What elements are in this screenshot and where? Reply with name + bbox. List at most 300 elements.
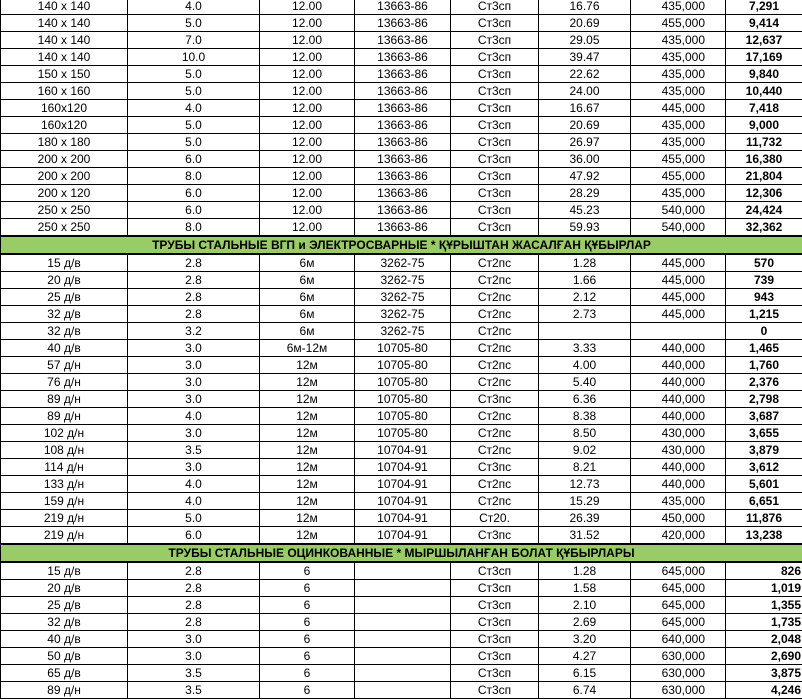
- wall-thickness-cell: 4.0: [128, 476, 260, 493]
- total-cell: 3,612: [726, 459, 802, 476]
- weight-cell: 26.97: [539, 134, 631, 151]
- total-cell: 9,414: [726, 15, 802, 32]
- wall-thickness-cell: 2.8: [128, 272, 260, 289]
- wall-thickness-cell: 3.0: [128, 425, 260, 442]
- total-cell: 21,804: [726, 168, 802, 185]
- weight-cell: 3.33: [539, 340, 631, 357]
- gost-cell: 10704-91: [355, 442, 451, 459]
- weight-cell: 6.36: [539, 391, 631, 408]
- table-row: [1, 306, 802, 323]
- table-row: [1, 340, 802, 357]
- size-cell: 160 x 160: [1, 83, 128, 100]
- size-cell: 40 д/в: [1, 631, 128, 648]
- total-cell: 13,238: [726, 527, 802, 545]
- wall-thickness-cell: 8.0: [128, 168, 260, 185]
- section-galvanized-pipes: [1, 562, 802, 699]
- weight-cell: 2.10: [539, 597, 631, 614]
- gost-cell: 10704-91: [355, 459, 451, 476]
- size-cell: 160x120: [1, 100, 128, 117]
- weight-cell: 8.50: [539, 425, 631, 442]
- price-cell: 630,000: [631, 648, 726, 665]
- price-cell: 440,000: [631, 476, 726, 493]
- weight-cell: 39.47: [539, 49, 631, 66]
- table-row: [1, 15, 802, 32]
- gost-cell: 13663-86: [355, 49, 451, 66]
- size-cell: 20 д/в: [1, 272, 128, 289]
- length-cell: 12.00: [260, 83, 355, 100]
- wall-thickness-cell: 2.8: [128, 289, 260, 306]
- gost-cell: 13663-86: [355, 32, 451, 49]
- total-cell: 2,798: [726, 391, 802, 408]
- length-cell: 12.00: [260, 219, 355, 237]
- gost-cell: 3262-75: [355, 254, 451, 272]
- steel-grade-cell: Ст3сп: [451, 168, 539, 185]
- weight-cell: 2.73: [539, 306, 631, 323]
- table-row: [1, 408, 802, 425]
- length-cell: 12м: [260, 510, 355, 527]
- steel-grade-cell: Ст3сп: [451, 665, 539, 682]
- wall-thickness-cell: 2.8: [128, 254, 260, 272]
- length-cell: 12.00: [260, 185, 355, 202]
- total-cell: 2,690: [726, 648, 802, 665]
- section-header-vgp: [1, 236, 802, 254]
- gost-cell: 10705-80: [355, 408, 451, 425]
- length-cell: 6: [260, 580, 355, 597]
- wall-thickness-cell: 4.0: [128, 100, 260, 117]
- steel-grade-cell: Ст2пс: [451, 340, 539, 357]
- wall-thickness-cell: 5.0: [128, 83, 260, 100]
- length-cell: 6: [260, 614, 355, 631]
- total-cell: 6,651: [726, 493, 802, 510]
- total-cell: 9,840: [726, 66, 802, 83]
- steel-grade-cell: Ст3сп: [451, 614, 539, 631]
- steel-grade-cell: Ст3сп: [451, 100, 539, 117]
- price-cell: 645,000: [631, 580, 726, 597]
- table-row: [1, 682, 802, 699]
- size-cell: 89 д/н: [1, 408, 128, 425]
- length-cell: 12.00: [260, 49, 355, 66]
- size-cell: 159 д/н: [1, 493, 128, 510]
- table-row: [1, 272, 802, 289]
- gost-cell: 13663-86: [355, 15, 451, 32]
- weight-cell: 6.74: [539, 682, 631, 699]
- table-row: [1, 476, 802, 493]
- wall-thickness-cell: 10.0: [128, 49, 260, 66]
- table-row: [1, 117, 802, 134]
- size-cell: 180 x 180: [1, 134, 128, 151]
- wall-thickness-cell: 3.0: [128, 391, 260, 408]
- wall-thickness-cell: 6.0: [128, 185, 260, 202]
- length-cell: 12.00: [260, 66, 355, 83]
- gost-cell: 13663-86: [355, 83, 451, 100]
- steel-grade-cell: Ст3сп: [451, 219, 539, 237]
- price-cell: 540,000: [631, 219, 726, 237]
- table-row: [1, 202, 802, 219]
- price-cell: 450,000: [631, 510, 726, 527]
- table-row: [1, 580, 802, 597]
- steel-grade-cell: Ст2пс: [451, 442, 539, 459]
- wall-thickness-cell: 2.8: [128, 562, 260, 580]
- size-cell: 65 д/в: [1, 665, 128, 682]
- total-cell: 1,735: [726, 614, 802, 631]
- weight-cell: 15.29: [539, 493, 631, 510]
- size-cell: 219 д/н: [1, 510, 128, 527]
- size-cell: 200 x 200: [1, 151, 128, 168]
- table-row: [1, 425, 802, 442]
- price-cell: 445,000: [631, 289, 726, 306]
- table-row: [1, 49, 802, 66]
- size-cell: 89 д/н: [1, 682, 128, 699]
- length-cell: 6м: [260, 254, 355, 272]
- price-cell: 435,000: [631, 32, 726, 49]
- steel-grade-cell: Ст3сп: [451, 66, 539, 83]
- total-cell: 12,306: [726, 185, 802, 202]
- length-cell: 12м: [260, 357, 355, 374]
- gost-cell: 10704-91: [355, 493, 451, 510]
- size-cell: 40 д/в: [1, 340, 128, 357]
- price-cell: 445,000: [631, 306, 726, 323]
- weight-cell: 1.66: [539, 272, 631, 289]
- weight-cell: 22.62: [539, 66, 631, 83]
- table-row: [1, 219, 802, 237]
- length-cell: 12.00: [260, 32, 355, 49]
- size-cell: 57 д/н: [1, 357, 128, 374]
- weight-cell: 31.52: [539, 527, 631, 545]
- price-cell: 435,000: [631, 49, 726, 66]
- weight-cell: 29.05: [539, 32, 631, 49]
- total-cell: 3,879: [726, 442, 802, 459]
- price-cell: 435,000: [631, 83, 726, 100]
- price-cell: 630,000: [631, 682, 726, 699]
- total-cell: 9,000: [726, 117, 802, 134]
- steel-grade-cell: Ст3сп: [451, 202, 539, 219]
- length-cell: 6м: [260, 289, 355, 306]
- price-cell: 440,000: [631, 408, 726, 425]
- size-cell: 140 x 140: [1, 49, 128, 66]
- steel-grade-cell: Ст2пс: [451, 289, 539, 306]
- length-cell: 12м: [260, 527, 355, 545]
- steel-grade-cell: Ст3сп: [451, 49, 539, 66]
- size-cell: 200 x 120: [1, 185, 128, 202]
- total-cell: 0: [726, 323, 802, 340]
- table-row: [1, 527, 802, 545]
- wall-thickness-cell: 2.8: [128, 306, 260, 323]
- table-row: [1, 0, 802, 15]
- weight-cell: 8.21: [539, 459, 631, 476]
- total-cell: 17,169: [726, 49, 802, 66]
- gost-cell: 3262-75: [355, 306, 451, 323]
- weight-cell: 47.92: [539, 168, 631, 185]
- section-title-row: [1, 544, 802, 562]
- weight-cell: 1.58: [539, 580, 631, 597]
- table-row: [1, 289, 802, 306]
- table-row: [1, 254, 802, 272]
- weight-cell: 36.00: [539, 151, 631, 168]
- length-cell: 12м: [260, 476, 355, 493]
- wall-thickness-cell: 3.0: [128, 459, 260, 476]
- wall-thickness-cell: 5.0: [128, 510, 260, 527]
- total-cell: 11,732: [726, 134, 802, 151]
- wall-thickness-cell: 2.8: [128, 597, 260, 614]
- weight-cell: 3.20: [539, 631, 631, 648]
- gost-cell: [355, 562, 451, 580]
- table-row: [1, 374, 802, 391]
- gost-cell: 10704-91: [355, 510, 451, 527]
- weight-cell: 59.93: [539, 219, 631, 237]
- price-cell: 435,000: [631, 134, 726, 151]
- wall-thickness-cell: 3.0: [128, 648, 260, 665]
- total-cell: 10,440: [726, 83, 802, 100]
- size-cell: 150 x 150: [1, 66, 128, 83]
- weight-cell: 20.69: [539, 15, 631, 32]
- section-vgp-pipes: [1, 254, 802, 544]
- total-cell: 1,215: [726, 306, 802, 323]
- wall-thickness-cell: 3.0: [128, 374, 260, 391]
- steel-grade-cell: Ст3пс: [451, 459, 539, 476]
- steel-grade-cell: Ст3сп: [451, 15, 539, 32]
- steel-grade-cell: Ст3сп: [451, 580, 539, 597]
- steel-grade-cell: Ст3сп: [451, 134, 539, 151]
- table-row: [1, 357, 802, 374]
- price-cell: 455,000: [631, 151, 726, 168]
- table-row: [1, 66, 802, 83]
- size-cell: 140 x 140: [1, 0, 128, 15]
- wall-thickness-cell: 3.0: [128, 631, 260, 648]
- length-cell: 12м: [260, 493, 355, 510]
- wall-thickness-cell: 6.0: [128, 202, 260, 219]
- total-cell: 32,362: [726, 219, 802, 237]
- length-cell: 6м: [260, 272, 355, 289]
- wall-thickness-cell: 3.0: [128, 340, 260, 357]
- price-cell: [631, 323, 726, 340]
- price-cell: 455,000: [631, 168, 726, 185]
- wall-thickness-cell: 3.5: [128, 442, 260, 459]
- table-row: [1, 83, 802, 100]
- section-title: ТРУБЫ СТАЛЬНЫЕ ВГП и ЭЛЕКТРОСВАРНЫЕ * ҚҰРЫШТАН ЖАСАЛҒАН ҚҰБЫРЛАР: [1, 236, 802, 254]
- size-cell: 140 x 140: [1, 15, 128, 32]
- total-cell: 7,418: [726, 100, 802, 117]
- steel-grade-cell: Ст3сп: [451, 117, 539, 134]
- gost-cell: 3262-75: [355, 323, 451, 340]
- length-cell: 6: [260, 631, 355, 648]
- length-cell: 6м-12м: [260, 340, 355, 357]
- length-cell: 6: [260, 665, 355, 682]
- weight-cell: 45.23: [539, 202, 631, 219]
- steel-grade-cell: Ст3пс: [451, 527, 539, 545]
- wall-thickness-cell: 7.0: [128, 32, 260, 49]
- total-cell: 5,601: [726, 476, 802, 493]
- price-cell: 645,000: [631, 562, 726, 580]
- table-row: [1, 493, 802, 510]
- section-profile-pipes: [1, 0, 802, 236]
- weight-cell: 4.27: [539, 648, 631, 665]
- price-cell: 630,000: [631, 665, 726, 682]
- size-cell: 250 x 250: [1, 202, 128, 219]
- wall-thickness-cell: 5.0: [128, 66, 260, 83]
- gost-cell: 13663-86: [355, 66, 451, 83]
- steel-grade-cell: Ст3сп: [451, 185, 539, 202]
- weight-cell: 1.28: [539, 562, 631, 580]
- length-cell: 12.00: [260, 202, 355, 219]
- weight-cell: 8.38: [539, 408, 631, 425]
- weight-cell: 16.76: [539, 0, 631, 15]
- price-cell: 445,000: [631, 254, 726, 272]
- size-cell: 20 д/в: [1, 580, 128, 597]
- total-cell: 570: [726, 254, 802, 272]
- gost-cell: [355, 631, 451, 648]
- steel-grade-cell: Ст2пс: [451, 493, 539, 510]
- table-row: [1, 510, 802, 527]
- weight-cell: 2.12: [539, 289, 631, 306]
- size-cell: 219 д/н: [1, 527, 128, 545]
- total-cell: 2,376: [726, 374, 802, 391]
- size-cell: 15 д/в: [1, 562, 128, 580]
- table-row: [1, 391, 802, 408]
- total-cell: 1,465: [726, 340, 802, 357]
- total-cell: 2,048: [726, 631, 802, 648]
- weight-cell: 24.00: [539, 83, 631, 100]
- steel-grade-cell: Ст2пс: [451, 425, 539, 442]
- steel-grade-cell: Ст2пс: [451, 357, 539, 374]
- price-cell: 540,000: [631, 202, 726, 219]
- total-cell: 739: [726, 272, 802, 289]
- wall-thickness-cell: 5.0: [128, 117, 260, 134]
- table-row: [1, 100, 802, 117]
- length-cell: 12м: [260, 391, 355, 408]
- total-cell: 943: [726, 289, 802, 306]
- length-cell: 12.00: [260, 151, 355, 168]
- wall-thickness-cell: 3.2: [128, 323, 260, 340]
- gost-cell: [355, 580, 451, 597]
- total-cell: 12,637: [726, 32, 802, 49]
- steel-grade-cell: Ст2пс: [451, 306, 539, 323]
- steel-grade-cell: Ст3сп: [451, 32, 539, 49]
- price-cell: 430,000: [631, 442, 726, 459]
- total-cell: 16,380: [726, 151, 802, 168]
- size-cell: 250 x 250: [1, 219, 128, 237]
- price-cell: 440,000: [631, 340, 726, 357]
- steel-grade-cell: Ст2пс: [451, 254, 539, 272]
- section-header-zinc: [1, 544, 802, 562]
- size-cell: 25 д/в: [1, 597, 128, 614]
- gost-cell: 10705-80: [355, 340, 451, 357]
- gost-cell: 3262-75: [355, 289, 451, 306]
- table-row: [1, 614, 802, 631]
- section-title: ТРУБЫ СТАЛЬНЫЕ ОЦИНКОВАННЫЕ * МЫРШЫЛАНҒАН БОЛАТ ҚҰБЫРЛАРЫ: [1, 544, 802, 562]
- table-row: [1, 459, 802, 476]
- size-cell: 200 x 200: [1, 168, 128, 185]
- steel-grade-cell: Ст3сп: [451, 151, 539, 168]
- wall-thickness-cell: 5.0: [128, 15, 260, 32]
- wall-thickness-cell: 3.0: [128, 357, 260, 374]
- size-cell: 160x120: [1, 117, 128, 134]
- price-cell: 435,000: [631, 0, 726, 15]
- wall-thickness-cell: 6.0: [128, 527, 260, 545]
- steel-grade-cell: Ст3сп: [451, 648, 539, 665]
- size-cell: 114 д/н: [1, 459, 128, 476]
- gost-cell: 13663-86: [355, 168, 451, 185]
- gost-cell: 13663-86: [355, 117, 451, 134]
- length-cell: 12м: [260, 442, 355, 459]
- weight-cell: 1.28: [539, 254, 631, 272]
- gost-cell: 3262-75: [355, 272, 451, 289]
- length-cell: 6: [260, 682, 355, 699]
- weight-cell: 5.40: [539, 374, 631, 391]
- table-row: [1, 648, 802, 665]
- length-cell: 12.00: [260, 100, 355, 117]
- steel-grade-cell: Ст2пс: [451, 374, 539, 391]
- steel-grade-cell: Ст2пс: [451, 272, 539, 289]
- size-cell: 133 д/н: [1, 476, 128, 493]
- wall-thickness-cell: 2.8: [128, 614, 260, 631]
- total-cell: 11,876: [726, 510, 802, 527]
- total-cell: 24,424: [726, 202, 802, 219]
- price-cell: 435,000: [631, 185, 726, 202]
- size-cell: 50 д/в: [1, 648, 128, 665]
- total-cell: 826: [726, 562, 802, 580]
- total-cell: 3,655: [726, 425, 802, 442]
- wall-thickness-cell: 5.0: [128, 134, 260, 151]
- table-row: [1, 323, 802, 340]
- gost-cell: 13663-86: [355, 100, 451, 117]
- gost-cell: 10705-80: [355, 374, 451, 391]
- price-cell: 645,000: [631, 614, 726, 631]
- weight-cell: 9.02: [539, 442, 631, 459]
- total-cell: 1,760: [726, 357, 802, 374]
- wall-thickness-cell: 8.0: [128, 219, 260, 237]
- price-cell: 440,000: [631, 357, 726, 374]
- size-cell: 108 д/н: [1, 442, 128, 459]
- wall-thickness-cell: 3.5: [128, 682, 260, 699]
- steel-grade-cell: Ст3сп: [451, 682, 539, 699]
- steel-grade-cell: Ст3сп: [451, 83, 539, 100]
- wall-thickness-cell: 6.0: [128, 151, 260, 168]
- steel-grade-cell: Ст2пс: [451, 476, 539, 493]
- size-cell: 32 д/в: [1, 614, 128, 631]
- price-cell: 645,000: [631, 597, 726, 614]
- weight-cell: 16.67: [539, 100, 631, 117]
- total-cell: 7,291: [726, 0, 802, 15]
- gost-cell: [355, 665, 451, 682]
- length-cell: 12.00: [260, 117, 355, 134]
- gost-cell: [355, 597, 451, 614]
- size-cell: 25 д/в: [1, 289, 128, 306]
- table-row: [1, 442, 802, 459]
- length-cell: 12м: [260, 425, 355, 442]
- gost-cell: [355, 682, 451, 699]
- table-row: [1, 665, 802, 682]
- table-row: [1, 631, 802, 648]
- total-cell: 1,355: [726, 597, 802, 614]
- wall-thickness-cell: 4.0: [128, 0, 260, 15]
- length-cell: 12.00: [260, 0, 355, 15]
- length-cell: 12м: [260, 374, 355, 391]
- gost-cell: 13663-86: [355, 202, 451, 219]
- price-cell: 455,000: [631, 15, 726, 32]
- table-row: [1, 185, 802, 202]
- length-cell: 12м: [260, 408, 355, 425]
- wall-thickness-cell: 4.0: [128, 493, 260, 510]
- length-cell: 6: [260, 597, 355, 614]
- table-row: [1, 168, 802, 185]
- length-cell: 6м: [260, 306, 355, 323]
- price-cell: 430,000: [631, 425, 726, 442]
- steel-grade-cell: Ст20.: [451, 510, 539, 527]
- price-cell: 445,000: [631, 272, 726, 289]
- gost-cell: 13663-86: [355, 185, 451, 202]
- gost-cell: 13663-86: [355, 151, 451, 168]
- weight-cell: 2.69: [539, 614, 631, 631]
